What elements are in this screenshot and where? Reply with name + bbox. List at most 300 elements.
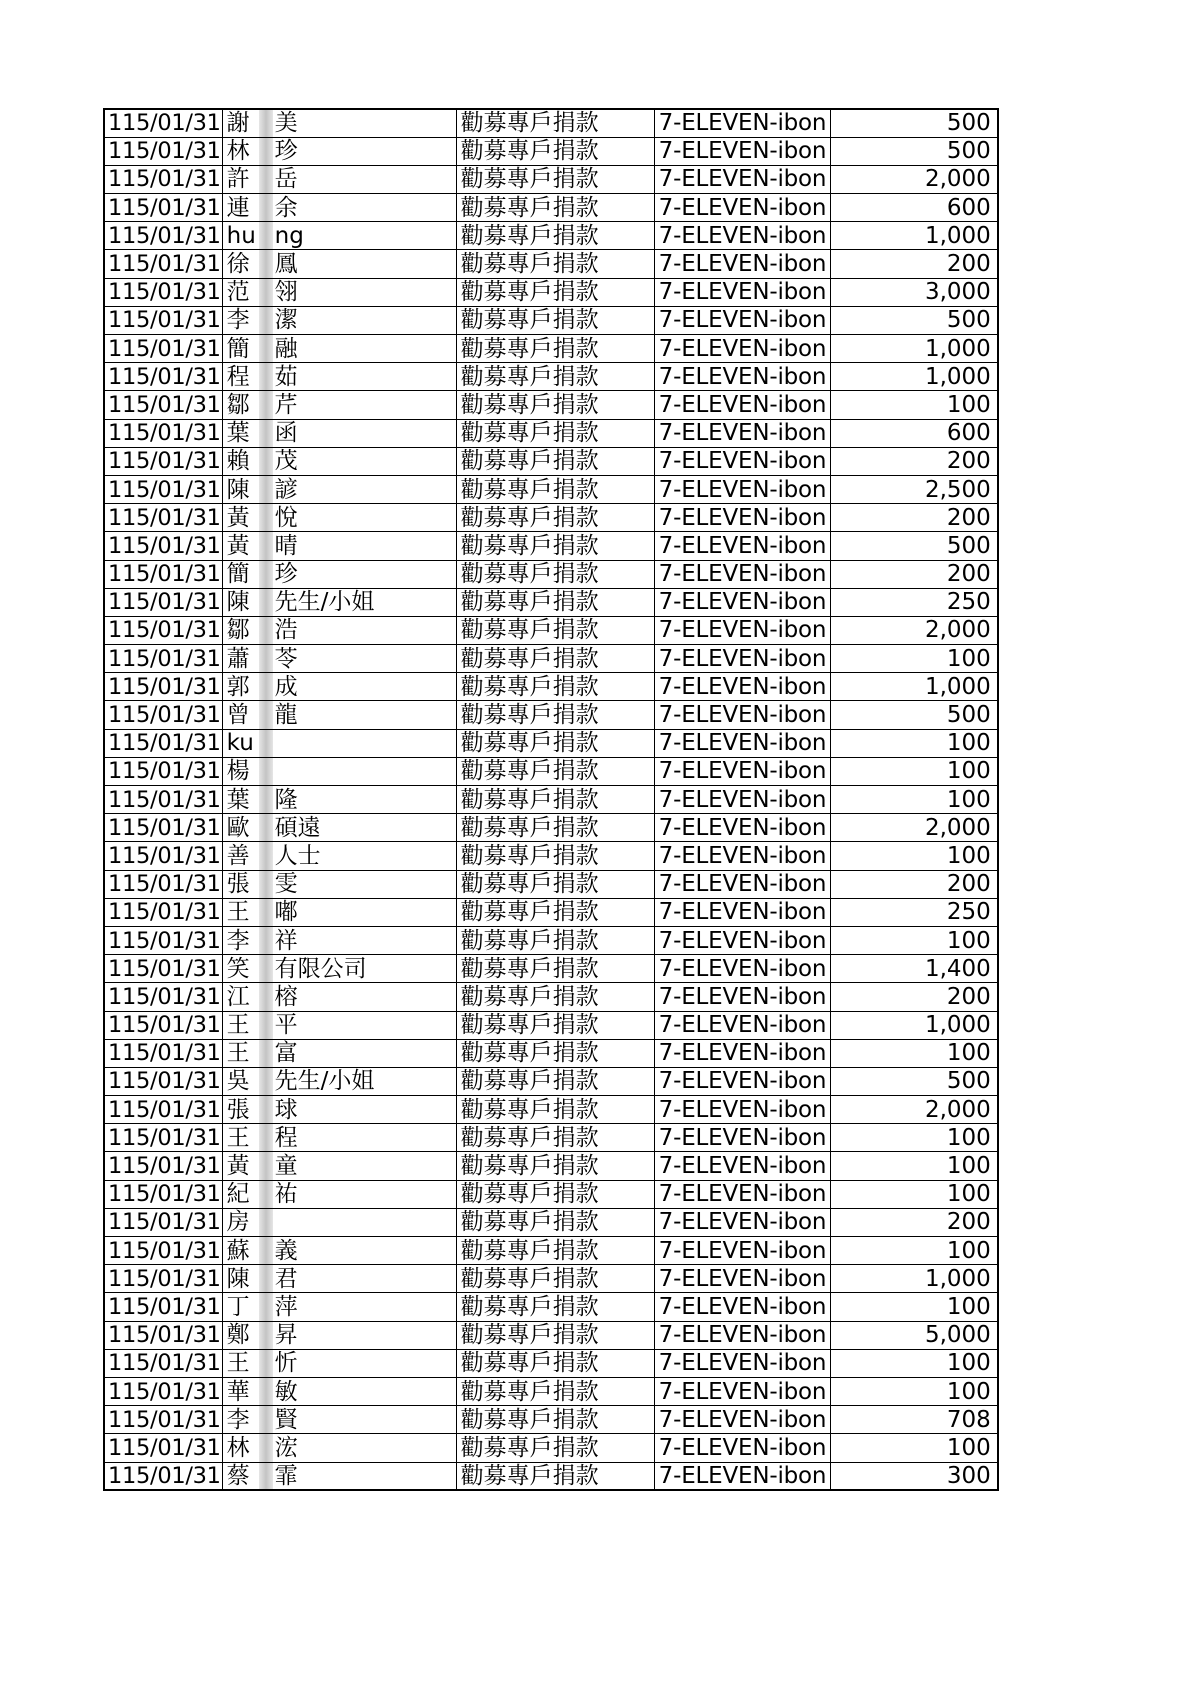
donation-type-cell: 勸募專戶捐款 (456, 137, 654, 165)
table-row (104, 729, 998, 757)
donor-name-first: 許 (226, 166, 250, 193)
donor-name-rest: 函 (274, 420, 298, 447)
payment-channel-cell: 7-ELEVEN-ibon (654, 645, 831, 673)
donor-name-rest: 美 (274, 110, 298, 137)
donor-name-first: 簡 (226, 335, 250, 362)
donor-name-cell (222, 588, 456, 616)
amount-cell: 500 (831, 109, 998, 137)
date-cell: 115/01/31 (104, 194, 222, 222)
table-row (104, 109, 998, 137)
privacy-mask (259, 814, 273, 841)
donor-name-first: 黃 (226, 532, 250, 559)
table-row (104, 673, 998, 701)
date-cell: 115/01/31 (104, 306, 222, 334)
donor-name-rest: 義 (274, 1237, 298, 1264)
payment-channel-cell: 7-ELEVEN-ibon (654, 1096, 831, 1124)
amount-cell: 600 (831, 194, 998, 222)
donor-name-cell (222, 1208, 456, 1236)
donor-name-rest: 悅 (274, 504, 298, 531)
payment-channel-cell: 7-ELEVEN-ibon (654, 1152, 831, 1180)
privacy-mask (259, 110, 273, 137)
payment-channel-cell: 7-ELEVEN-ibon (654, 335, 831, 363)
amount-cell: 500 (831, 701, 998, 729)
payment-channel-cell: 7-ELEVEN-ibon (654, 842, 831, 870)
donation-type-cell: 勸募專戶捐款 (456, 1434, 654, 1462)
table-row (104, 1349, 998, 1377)
table-row (104, 926, 998, 954)
privacy-mask (259, 1378, 273, 1405)
privacy-mask (259, 250, 273, 277)
payment-channel-cell: 7-ELEVEN-ibon (654, 1462, 831, 1490)
date-cell: 115/01/31 (104, 1208, 222, 1236)
donor-name-rest: 余 (274, 194, 298, 221)
donor-name-cell (222, 1011, 456, 1039)
amount-cell: 200 (831, 447, 998, 475)
donor-name-first: 王 (226, 1124, 250, 1151)
donor-name-cell (222, 250, 456, 278)
donor-name-first: 王 (226, 1040, 250, 1067)
donor-name-first: 江 (226, 983, 250, 1010)
donation-type-cell: 勸募專戶捐款 (456, 391, 654, 419)
date-cell: 115/01/31 (104, 419, 222, 447)
donor-name-rest: 茂 (274, 448, 298, 475)
payment-channel-cell: 7-ELEVEN-ibon (654, 1039, 831, 1067)
privacy-mask (259, 1040, 273, 1067)
date-cell: 115/01/31 (104, 870, 222, 898)
payment-channel-cell: 7-ELEVEN-ibon (654, 1265, 831, 1293)
date-cell: 115/01/31 (104, 250, 222, 278)
amount-cell: 100 (831, 1349, 998, 1377)
donor-name-rest: 岳 (274, 166, 298, 193)
donor-name-first: 房 (226, 1209, 250, 1236)
amount-cell: 100 (831, 729, 998, 757)
payment-channel-cell: 7-ELEVEN-ibon (654, 475, 831, 503)
donor-name-rest: 賢 (274, 1406, 298, 1433)
table-row (104, 250, 998, 278)
donor-name-first: 林 (226, 138, 250, 165)
donor-name-cell (222, 1265, 456, 1293)
privacy-mask (259, 842, 273, 869)
donation-type-cell: 勸募專戶捐款 (456, 616, 654, 644)
date-cell: 115/01/31 (104, 391, 222, 419)
donation-type-cell: 勸募專戶捐款 (456, 1321, 654, 1349)
table-row (104, 786, 998, 814)
amount-cell: 200 (831, 870, 998, 898)
date-cell: 115/01/31 (104, 645, 222, 673)
amount-cell: 2,000 (831, 1096, 998, 1124)
donor-name-first: 葉 (226, 420, 250, 447)
donor-name-first: 張 (226, 1096, 250, 1123)
donation-type-cell: 勸募專戶捐款 (456, 504, 654, 532)
privacy-mask (259, 955, 273, 982)
donor-name-cell (222, 870, 456, 898)
donor-name-first: 曾 (226, 702, 250, 729)
amount-cell: 1,000 (831, 335, 998, 363)
date-cell: 115/01/31 (104, 1152, 222, 1180)
donor-name-cell (222, 955, 456, 983)
privacy-mask (259, 504, 273, 531)
donor-name-cell (222, 532, 456, 560)
donation-table-body (104, 109, 998, 1490)
date-cell: 115/01/31 (104, 786, 222, 814)
payment-channel-cell: 7-ELEVEN-ibon (654, 1349, 831, 1377)
donation-type-cell: 勸募專戶捐款 (456, 1377, 654, 1405)
table-row (104, 645, 998, 673)
donor-name-cell (222, 1406, 456, 1434)
payment-channel-cell: 7-ELEVEN-ibon (654, 1377, 831, 1405)
table-row (104, 870, 998, 898)
donor-name-first: 王 (226, 899, 250, 926)
privacy-mask (259, 363, 273, 390)
payment-channel-cell: 7-ELEVEN-ibon (654, 1067, 831, 1095)
donor-name-first: 鄭 (226, 1322, 250, 1349)
amount-cell: 1,000 (831, 1011, 998, 1039)
privacy-mask (259, 1406, 273, 1433)
payment-channel-cell: 7-ELEVEN-ibon (654, 1321, 831, 1349)
payment-channel-cell: 7-ELEVEN-ibon (654, 1434, 831, 1462)
donor-name-first: 李 (226, 1406, 250, 1433)
donor-name-first: 葉 (226, 786, 250, 813)
payment-channel-cell: 7-ELEVEN-ibon (654, 278, 831, 306)
donor-name-rest: 翎 (274, 279, 298, 306)
donor-name-rest: 先生/小姐 (274, 589, 375, 616)
donor-name-cell (222, 504, 456, 532)
table-row (104, 419, 998, 447)
donor-name-first: hu (226, 222, 256, 249)
donor-name-cell (222, 1321, 456, 1349)
donation-type-cell: 勸募專戶捐款 (456, 814, 654, 842)
donor-name-first: 王 (226, 1350, 250, 1377)
donor-name-cell (222, 1462, 456, 1490)
payment-channel-cell: 7-ELEVEN-ibon (654, 504, 831, 532)
table-row (104, 1377, 998, 1405)
privacy-mask (259, 927, 273, 954)
donor-name-cell (222, 1237, 456, 1265)
payment-channel-cell: 7-ELEVEN-ibon (654, 391, 831, 419)
table-row (104, 842, 998, 870)
donor-name-rest: 萍 (274, 1293, 298, 1320)
privacy-mask (259, 1293, 273, 1320)
donor-name-rest: 成 (274, 673, 298, 700)
payment-channel-cell: 7-ELEVEN-ibon (654, 419, 831, 447)
donation-type-cell: 勸募專戶捐款 (456, 786, 654, 814)
table-row (104, 560, 998, 588)
donation-type-cell: 勸募專戶捐款 (456, 757, 654, 785)
table-row (104, 1096, 998, 1124)
donor-name-first: 善 (226, 842, 250, 869)
donor-name-cell (222, 419, 456, 447)
donor-name-first: 歐 (226, 814, 250, 841)
donor-name-first: 王 (226, 1012, 250, 1039)
privacy-mask (259, 1350, 273, 1377)
donor-name-rest: 球 (274, 1096, 298, 1123)
donor-name-first: 蕭 (226, 645, 250, 672)
date-cell: 115/01/31 (104, 1265, 222, 1293)
amount-cell: 100 (831, 1293, 998, 1321)
payment-channel-cell: 7-ELEVEN-ibon (654, 983, 831, 1011)
table-row (104, 335, 998, 363)
donor-name-rest: 融 (274, 335, 298, 362)
donor-name-cell (222, 1039, 456, 1067)
donation-type-cell: 勸募專戶捐款 (456, 306, 654, 334)
donor-name-cell (222, 222, 456, 250)
privacy-mask (259, 194, 273, 221)
payment-channel-cell: 7-ELEVEN-ibon (654, 109, 831, 137)
amount-cell: 100 (831, 1434, 998, 1462)
donation-type-cell: 勸募專戶捐款 (456, 1152, 654, 1180)
payment-channel-cell: 7-ELEVEN-ibon (654, 194, 831, 222)
donation-type-cell: 勸募專戶捐款 (456, 363, 654, 391)
payment-channel-cell: 7-ELEVEN-ibon (654, 1406, 831, 1434)
privacy-mask (259, 166, 273, 193)
payment-channel-cell: 7-ELEVEN-ibon (654, 701, 831, 729)
privacy-mask (259, 871, 273, 898)
donor-name-cell (222, 814, 456, 842)
donor-name-cell (222, 306, 456, 334)
payment-channel-cell: 7-ELEVEN-ibon (654, 814, 831, 842)
payment-channel-cell: 7-ELEVEN-ibon (654, 786, 831, 814)
date-cell: 115/01/31 (104, 1293, 222, 1321)
donor-name-rest: 嘟 (274, 899, 298, 926)
privacy-mask (259, 983, 273, 1010)
payment-channel-cell: 7-ELEVEN-ibon (654, 1208, 831, 1236)
table-row (104, 1011, 998, 1039)
donor-name-first: 范 (226, 279, 250, 306)
amount-cell: 100 (831, 1377, 998, 1405)
table-row (104, 1237, 998, 1265)
donation-table (103, 108, 999, 1491)
table-row (104, 983, 998, 1011)
donor-name-cell (222, 278, 456, 306)
table-row (104, 1434, 998, 1462)
amount-cell: 1,000 (831, 1265, 998, 1293)
donor-name-cell (222, 1067, 456, 1095)
amount-cell: 200 (831, 983, 998, 1011)
amount-cell: 1,000 (831, 363, 998, 391)
amount-cell: 250 (831, 588, 998, 616)
date-cell: 115/01/31 (104, 814, 222, 842)
amount-cell: 2,000 (831, 165, 998, 193)
table-row (104, 194, 998, 222)
amount-cell: 500 (831, 137, 998, 165)
privacy-mask (259, 1463, 273, 1490)
donor-name-cell (222, 1434, 456, 1462)
donation-type-cell: 勸募專戶捐款 (456, 109, 654, 137)
donor-name-cell (222, 475, 456, 503)
donor-name-cell (222, 1124, 456, 1152)
date-cell: 115/01/31 (104, 137, 222, 165)
amount-cell: 1,400 (831, 955, 998, 983)
donation-type-cell: 勸募專戶捐款 (456, 222, 654, 250)
privacy-mask (259, 476, 273, 503)
donation-type-cell: 勸募專戶捐款 (456, 475, 654, 503)
donation-type-cell: 勸募專戶捐款 (456, 1462, 654, 1490)
payment-channel-cell: 7-ELEVEN-ibon (654, 1124, 831, 1152)
table-row (104, 391, 998, 419)
donor-name-cell (222, 729, 456, 757)
donor-name-first: 林 (226, 1434, 250, 1461)
date-cell: 115/01/31 (104, 1406, 222, 1434)
amount-cell: 5,000 (831, 1321, 998, 1349)
donor-name-first: 陳 (226, 1265, 250, 1292)
date-cell: 115/01/31 (104, 757, 222, 785)
donor-name-first: 蘇 (226, 1237, 250, 1264)
payment-channel-cell: 7-ELEVEN-ibon (654, 588, 831, 616)
table-row (104, 222, 998, 250)
donor-name-cell (222, 1180, 456, 1208)
donor-name-cell (222, 983, 456, 1011)
donor-name-rest: 君 (274, 1265, 298, 1292)
donation-type-cell: 勸募專戶捐款 (456, 729, 654, 757)
donor-name-cell (222, 165, 456, 193)
date-cell: 115/01/31 (104, 1462, 222, 1490)
donor-name-rest: ng (274, 222, 304, 249)
donor-name-cell (222, 1377, 456, 1405)
donor-name-first: 謝 (226, 110, 250, 137)
donor-name-cell (222, 137, 456, 165)
donation-type-cell: 勸募專戶捐款 (456, 250, 654, 278)
donation-type-cell: 勸募專戶捐款 (456, 842, 654, 870)
donation-type-cell: 勸募專戶捐款 (456, 165, 654, 193)
donor-name-rest: 平 (274, 1012, 298, 1039)
donor-name-first: 張 (226, 871, 250, 898)
payment-channel-cell: 7-ELEVEN-ibon (654, 926, 831, 954)
donor-name-rest: 苓 (274, 645, 298, 672)
donor-name-rest: 祐 (274, 1181, 298, 1208)
donation-type-cell: 勸募專戶捐款 (456, 588, 654, 616)
privacy-mask (259, 673, 273, 700)
amount-cell: 100 (831, 926, 998, 954)
donation-type-cell: 勸募專戶捐款 (456, 673, 654, 701)
privacy-mask (259, 138, 273, 165)
donor-name-cell (222, 786, 456, 814)
donor-name-cell (222, 560, 456, 588)
donor-name-rest: 浩 (274, 617, 298, 644)
donation-type-cell: 勸募專戶捐款 (456, 898, 654, 926)
donor-name-first: 楊 (226, 758, 250, 785)
donor-name-cell (222, 335, 456, 363)
payment-channel-cell: 7-ELEVEN-ibon (654, 137, 831, 165)
amount-cell: 1,000 (831, 222, 998, 250)
donor-name-rest: 程 (274, 1124, 298, 1151)
privacy-mask (259, 1068, 273, 1095)
donor-name-first: 吳 (226, 1068, 250, 1095)
amount-cell: 708 (831, 1406, 998, 1434)
payment-channel-cell: 7-ELEVEN-ibon (654, 306, 831, 334)
privacy-mask (259, 899, 273, 926)
table-row (104, 1152, 998, 1180)
donor-name-rest: 富 (274, 1040, 298, 1067)
donor-name-first: ku (226, 730, 254, 757)
privacy-mask (259, 1012, 273, 1039)
privacy-mask (259, 617, 273, 644)
donation-type-cell: 勸募專戶捐款 (456, 1406, 654, 1434)
date-cell: 115/01/31 (104, 165, 222, 193)
privacy-mask (259, 758, 273, 785)
donor-name-cell (222, 1349, 456, 1377)
amount-cell: 100 (831, 1039, 998, 1067)
donor-name-rest: 茹 (274, 363, 298, 390)
date-cell: 115/01/31 (104, 278, 222, 306)
privacy-mask (259, 786, 273, 813)
date-cell: 115/01/31 (104, 1377, 222, 1405)
donor-name-cell (222, 645, 456, 673)
donor-name-first: 笑 (226, 955, 250, 982)
date-cell: 115/01/31 (104, 504, 222, 532)
date-cell: 115/01/31 (104, 1096, 222, 1124)
donation-type-cell: 勸募專戶捐款 (456, 194, 654, 222)
table-row (104, 1406, 998, 1434)
donation-type-cell: 勸募專戶捐款 (456, 1237, 654, 1265)
donor-name-cell (222, 842, 456, 870)
table-row (104, 701, 998, 729)
amount-cell: 200 (831, 504, 998, 532)
payment-channel-cell: 7-ELEVEN-ibon (654, 1011, 831, 1039)
payment-channel-cell: 7-ELEVEN-ibon (654, 363, 831, 391)
table-row (104, 1067, 998, 1095)
donor-name-rest: 有限公司 (274, 955, 367, 982)
date-cell: 115/01/31 (104, 1434, 222, 1462)
table-row (104, 363, 998, 391)
donor-name-cell (222, 673, 456, 701)
donation-type-cell: 勸募專戶捐款 (456, 1067, 654, 1095)
donor-name-first: 陳 (226, 589, 250, 616)
amount-cell: 100 (831, 1152, 998, 1180)
amount-cell: 300 (831, 1462, 998, 1490)
amount-cell: 100 (831, 1180, 998, 1208)
donation-type-cell: 勸募專戶捐款 (456, 870, 654, 898)
donor-name-rest: 昇 (274, 1322, 298, 1349)
date-cell: 115/01/31 (104, 955, 222, 983)
table-row (104, 278, 998, 306)
donor-name-rest: 芹 (274, 391, 298, 418)
table-row (104, 475, 998, 503)
donor-name-cell (222, 616, 456, 644)
donor-name-first: 連 (226, 194, 250, 221)
donation-type-cell: 勸募專戶捐款 (456, 701, 654, 729)
date-cell: 115/01/31 (104, 1321, 222, 1349)
table-row (104, 814, 998, 842)
privacy-mask (259, 701, 273, 728)
donor-name-rest: 先生/小姐 (274, 1068, 375, 1095)
privacy-mask (259, 335, 273, 362)
donor-name-first: 丁 (226, 1293, 250, 1320)
donor-name-cell (222, 194, 456, 222)
date-cell: 115/01/31 (104, 588, 222, 616)
amount-cell: 1,000 (831, 673, 998, 701)
amount-cell: 200 (831, 250, 998, 278)
amount-cell: 100 (831, 757, 998, 785)
amount-cell: 500 (831, 306, 998, 334)
donor-name-first: 鄒 (226, 391, 250, 418)
donation-type-cell: 勸募專戶捐款 (456, 1039, 654, 1067)
donation-type-cell: 勸募專戶捐款 (456, 645, 654, 673)
donation-type-cell: 勸募專戶捐款 (456, 1124, 654, 1152)
payment-channel-cell: 7-ELEVEN-ibon (654, 222, 831, 250)
date-cell: 115/01/31 (104, 842, 222, 870)
amount-cell: 100 (831, 645, 998, 673)
date-cell: 115/01/31 (104, 560, 222, 588)
donor-name-cell (222, 109, 456, 137)
privacy-mask (259, 1181, 273, 1208)
amount-cell: 2,000 (831, 616, 998, 644)
date-cell: 115/01/31 (104, 222, 222, 250)
amount-cell: 100 (831, 1237, 998, 1265)
donor-name-cell (222, 898, 456, 926)
table-row (104, 616, 998, 644)
donor-name-rest: 諺 (274, 476, 298, 503)
donor-name-first: 簡 (226, 561, 250, 588)
